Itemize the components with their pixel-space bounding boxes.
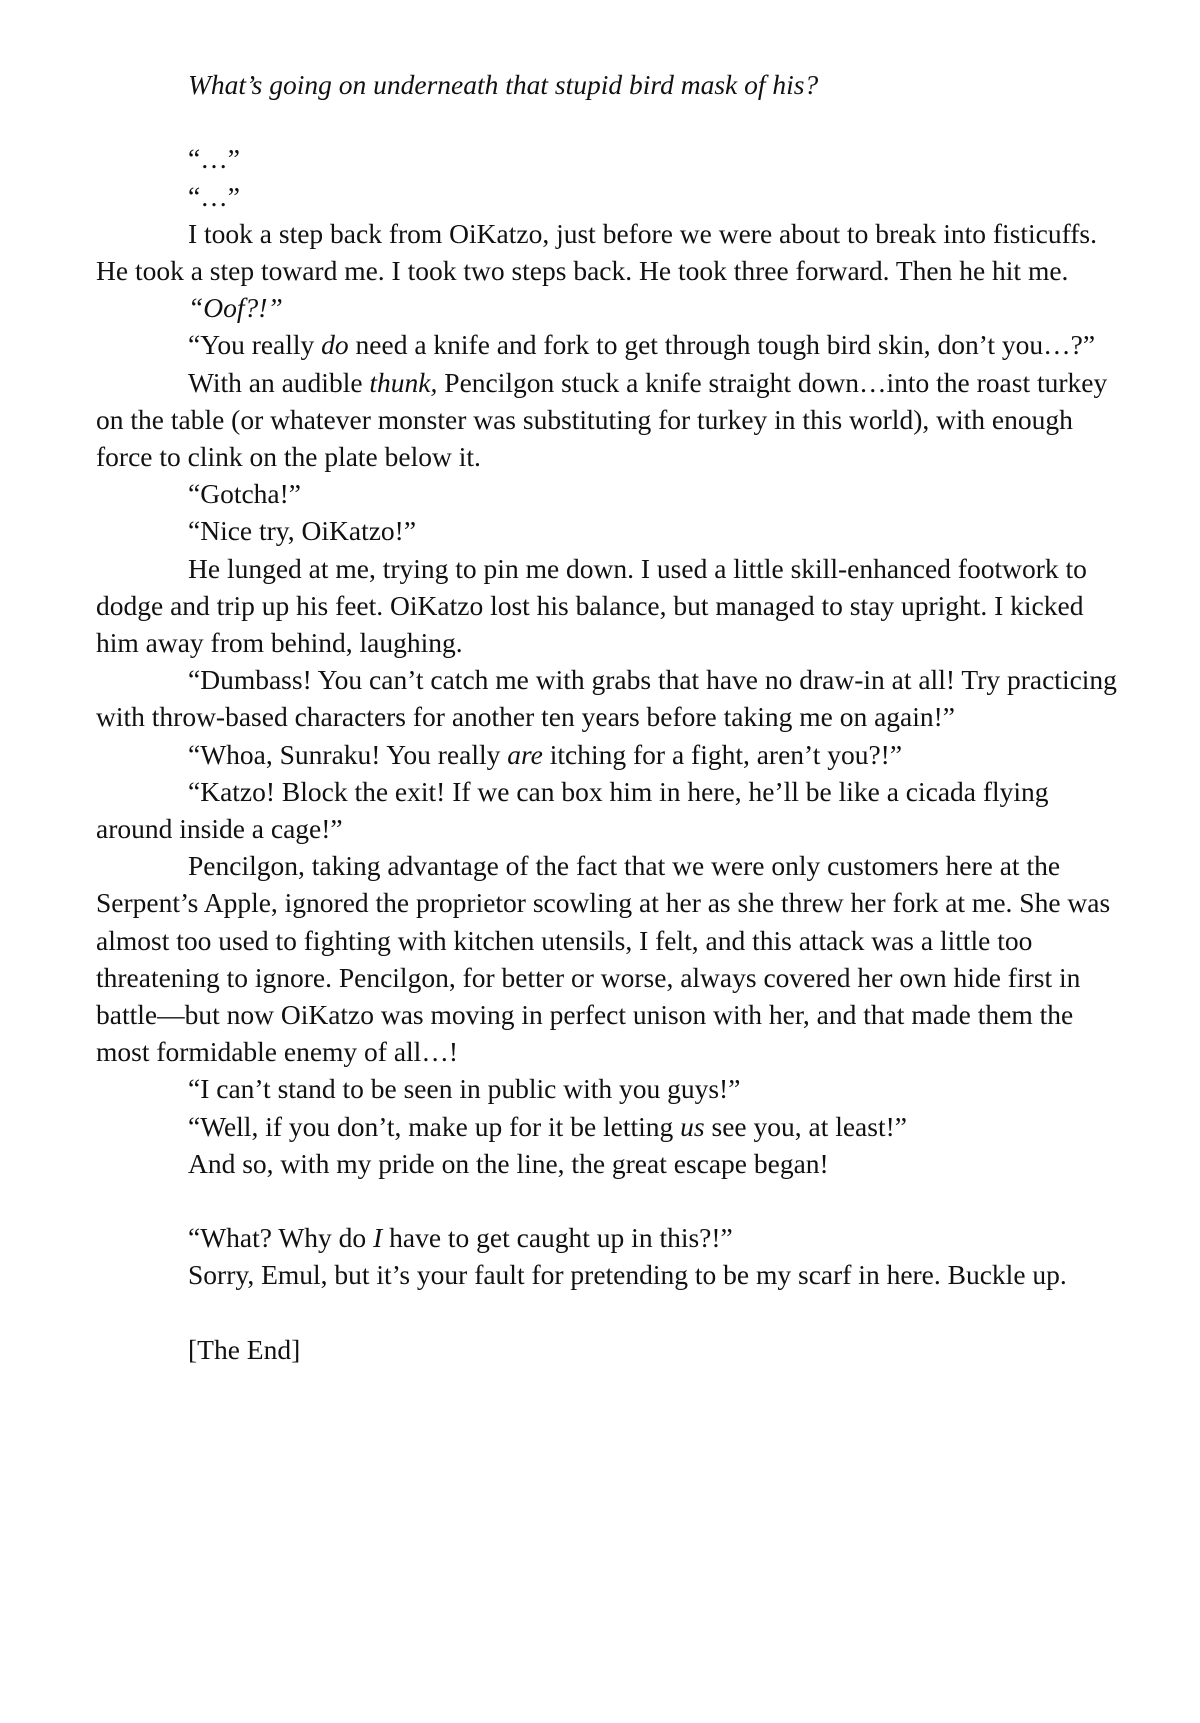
paragraph: “I can’t stand to be seen in public with you guys!”	[188, 1073, 741, 1105]
paragraph: “Gotcha!”	[188, 478, 301, 510]
paragraph-text: “What? Why do	[188, 1222, 374, 1254]
paragraph-text: have to get caught up in this?!”	[382, 1222, 733, 1254]
paragraph	[96, 736, 1126, 773]
ending-marker: [The End]	[188, 1333, 301, 1365]
emphasis: do	[321, 329, 349, 361]
paragraph: “Dumbass! You can’t catch me with grabs that have no draw-in at all! Try practicing with throw-based characters for another ten years before taking me on again!”	[96, 664, 1117, 733]
paragraph-text: need a knife and fork to get through tough bird skin, don’t you…?”	[348, 329, 1096, 361]
paragraph: “Katzo! Block the exit! If we can box him in here, he’ll be like a cicada flying around inside a cage!”	[96, 775, 1049, 845]
paragraph: He lunged at me, trying to pin me down. I used a little skill-enhanced footwork to dodge and trip up his feet. OiKatzo lost his balance, but managed to stay upright. I kicked him away from behind, laughing.	[96, 552, 1087, 659]
emphasis: thunk,	[369, 366, 438, 398]
emphasis: are	[507, 738, 543, 770]
paragraph: And so, with my pride on the line, the great escape began!	[188, 1147, 829, 1179]
paragraph-text: “You really	[188, 329, 322, 361]
paragraph-oof: “Oof?!”	[188, 292, 283, 324]
section-break	[96, 103, 1126, 140]
paragraph: I took a step back from OiKatzo, just before we were about to break into fisticuffs. He took a step toward me. I took two steps back. He took three forward. Then he hit me.	[96, 217, 1098, 286]
opening-thought: What’s going on underneath that stupid bird mask of his?	[188, 69, 819, 100]
paragraph	[96, 326, 1126, 363]
paragraph-text: Pencilgon stuck a knife straight down…into the roast turkey on the table (or whatever monster was substituting for turkey in this world), with enough force to clink on the plate below it.	[96, 366, 1108, 473]
section-break	[96, 1182, 1126, 1219]
paragraph	[96, 1219, 1126, 1256]
paragraph: “…”	[188, 180, 240, 212]
paragraph-text: itching for a fight, aren’t you?!”	[542, 738, 903, 770]
emphasis: us	[680, 1110, 705, 1142]
paragraph-text: “Whoa, Sunraku! You really	[188, 738, 508, 770]
paragraph-text: see you, at least!”	[704, 1110, 907, 1142]
paragraph	[96, 364, 1126, 476]
paragraph: “…”	[188, 143, 240, 175]
emphasis: I	[373, 1222, 383, 1254]
paragraph: “Nice try, OiKatzo!”	[188, 515, 417, 547]
paragraph-text: With an audible	[188, 366, 370, 398]
paragraph-text: “Well, if you don’t, make up for it be letting	[188, 1110, 681, 1142]
section-break	[96, 1294, 1126, 1331]
paragraph: Pencilgon, taking advantage of the fact that we were only customers here at the Serpent’s Apple, ignored the proprietor scowling at her as she threw her fork at me. She was almost too used to fighting with kitchen utensils, I felt, and this attack was a little too threatening to ignore. Pencilgon, for better or worse, always covered her own hide first in battle—but now OiKatzo was moving in perfect unison with her, and that made them the most formidable enemy of all…!	[96, 850, 1111, 1068]
paragraph: Sorry, Emul, but it’s your fault for pretending to be my scarf in here. Buckle up.	[188, 1259, 1067, 1291]
book-page	[96, 66, 1126, 1368]
paragraph	[96, 1108, 1126, 1145]
